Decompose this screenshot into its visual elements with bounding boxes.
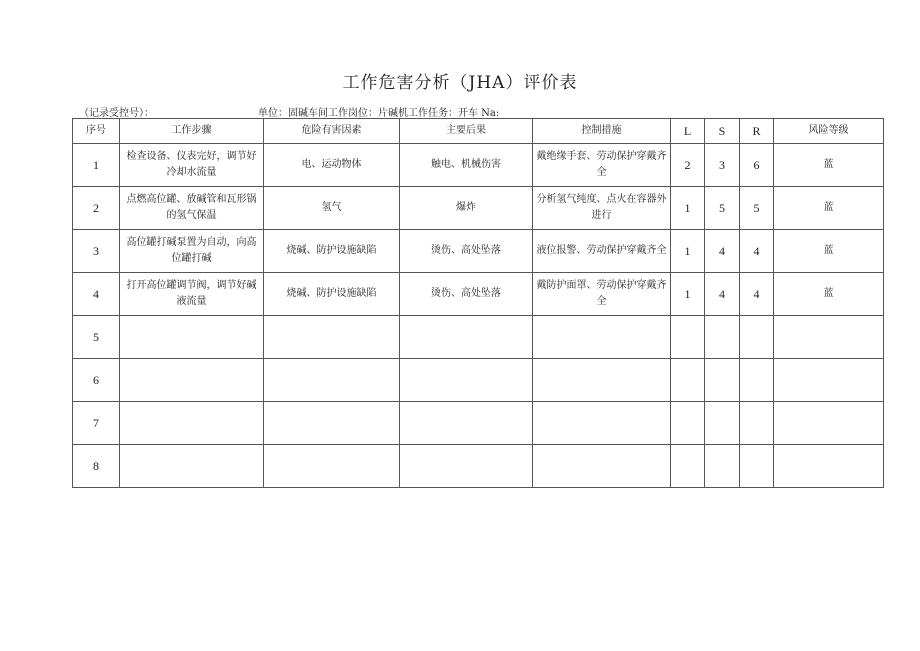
row-step: 高位罐打碱泵置为自动，向高位罐打碱 [120, 230, 264, 273]
row-s: 3 [705, 144, 740, 187]
row-no: 1 [73, 144, 120, 187]
table-row [73, 273, 884, 316]
row-r: 5 [740, 187, 774, 230]
row-no: 6 [73, 359, 120, 402]
row-consequence [400, 316, 533, 359]
row-hazard [264, 316, 400, 359]
row-risk-level: 蓝 [774, 187, 884, 230]
row-r: 4 [740, 230, 774, 273]
row-control [533, 316, 671, 359]
table-row [73, 144, 884, 187]
row-no: 4 [73, 273, 120, 316]
row-consequence: 烫伤、高处坠落 [400, 230, 533, 273]
record-number-label: （记录受控号）： [79, 108, 154, 119]
row-control: 分析氢气纯度、点火在容器外进行 [533, 187, 671, 230]
row-step [120, 359, 264, 402]
row-l [671, 359, 705, 402]
table-row [73, 359, 884, 402]
header-s: S [705, 119, 740, 144]
table-row [73, 230, 884, 273]
row-s [705, 445, 740, 488]
row-control: 戴绝缘手套、劳动保护穿戴齐全 [533, 144, 671, 187]
row-control [533, 445, 671, 488]
row-consequence [400, 359, 533, 402]
row-risk-level: 蓝 [774, 230, 884, 273]
header-hazard: 危险有害因素 [264, 119, 400, 144]
row-step: 检查设备、仪表完好，调节好冷却水流量 [120, 144, 264, 187]
row-l: 2 [671, 144, 705, 187]
row-l: 1 [671, 273, 705, 316]
row-consequence [400, 402, 533, 445]
row-r: 4 [740, 273, 774, 316]
row-no: 2 [73, 187, 120, 230]
header-consequence: 主要后果 [400, 119, 533, 144]
jha-table [72, 118, 884, 488]
row-step: 点燃高位罐、放碱管和瓦形锅的氢气保温 [120, 187, 264, 230]
row-consequence: 触电、机械伤害 [400, 144, 533, 187]
row-l [671, 445, 705, 488]
row-l [671, 316, 705, 359]
row-s: 5 [705, 187, 740, 230]
row-no: 3 [73, 230, 120, 273]
header-step: 工作步骤 [120, 119, 264, 144]
row-s: 4 [705, 273, 740, 316]
row-hazard [264, 445, 400, 488]
header-risk-level: 风险等级 [774, 119, 884, 144]
header-r: R [740, 119, 774, 144]
row-risk-level: 蓝 [774, 144, 884, 187]
row-step [120, 316, 264, 359]
row-control: 戴防护面罩、劳动保护穿戴齐全 [533, 273, 671, 316]
row-risk-level [774, 445, 884, 488]
unit-info: 单位：固碱车间工作岗位：片碱机工作任务：开车 Na: [258, 108, 500, 119]
row-step [120, 445, 264, 488]
row-r [740, 316, 774, 359]
row-control [533, 359, 671, 402]
row-hazard: 氢气 [264, 187, 400, 230]
row-r [740, 445, 774, 488]
row-l: 1 [671, 187, 705, 230]
row-r: 6 [740, 144, 774, 187]
row-consequence [400, 445, 533, 488]
row-hazard: 电、运动物体 [264, 144, 400, 187]
table-row [73, 316, 884, 359]
row-no: 5 [73, 316, 120, 359]
row-hazard [264, 359, 400, 402]
page-title: 工作危害分析（JHA）评价表 [342, 73, 578, 93]
row-s: 4 [705, 230, 740, 273]
row-s [705, 359, 740, 402]
row-l: 1 [671, 230, 705, 273]
table-header-row [73, 119, 884, 144]
row-control: 液位报警、劳动保护穿戴齐全 [533, 230, 671, 273]
row-no: 7 [73, 402, 120, 445]
row-step [120, 402, 264, 445]
header-control: 控制措施 [533, 119, 671, 144]
row-risk-level [774, 402, 884, 445]
row-consequence: 烫伤、高处坠落 [400, 273, 533, 316]
row-r [740, 402, 774, 445]
row-s [705, 316, 740, 359]
row-risk-level: 蓝 [774, 273, 884, 316]
row-hazard: 烧碱、防护设施缺陷 [264, 273, 400, 316]
row-step: 打开高位罐调节阀，调节好碱液流量 [120, 273, 264, 316]
row-no: 8 [73, 445, 120, 488]
row-risk-level [774, 359, 884, 402]
row-control [533, 402, 671, 445]
header-l: L [671, 119, 705, 144]
table-row [73, 187, 884, 230]
row-risk-level [774, 316, 884, 359]
row-hazard [264, 402, 400, 445]
table-row [73, 445, 884, 488]
row-consequence: 爆炸 [400, 187, 533, 230]
row-l [671, 402, 705, 445]
table-row [73, 402, 884, 445]
header-no: 序号 [73, 119, 120, 144]
row-hazard: 烧碱、防护设施缺陷 [264, 230, 400, 273]
row-s [705, 402, 740, 445]
row-r [740, 359, 774, 402]
